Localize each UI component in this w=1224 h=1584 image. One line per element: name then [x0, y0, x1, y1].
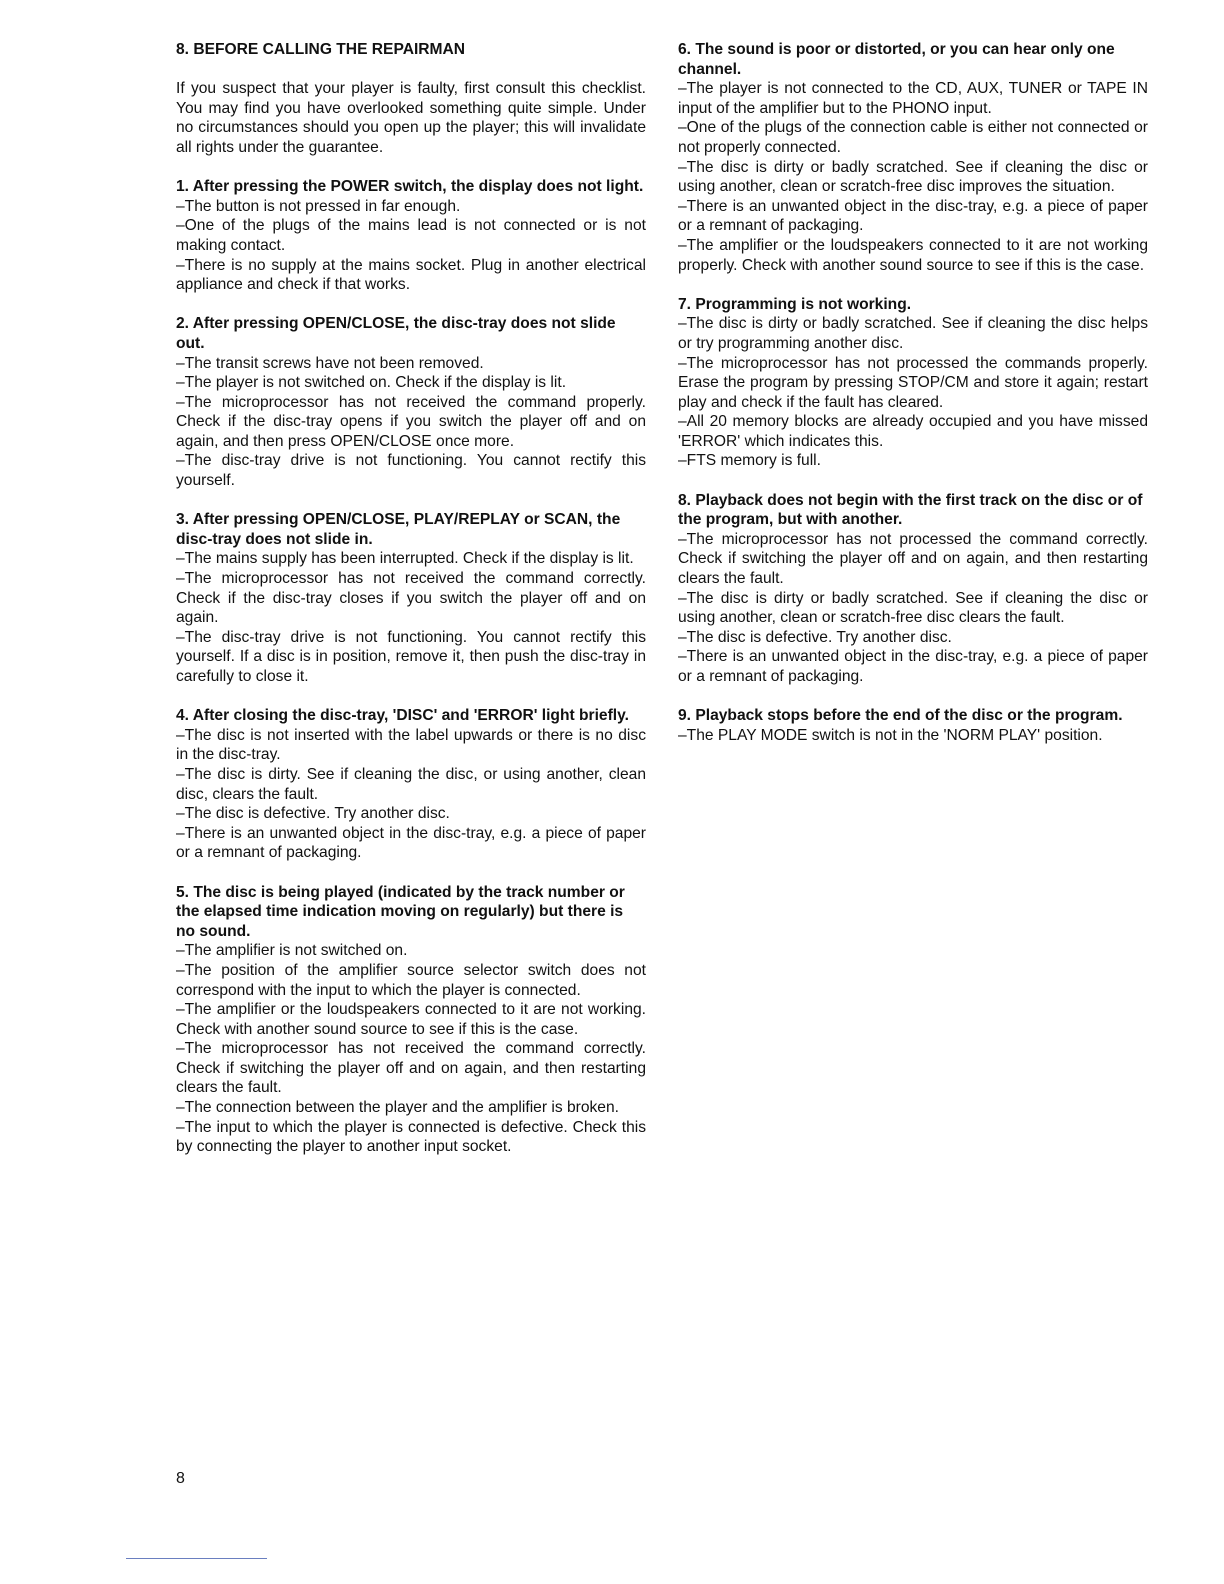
section-title: 6. The sound is poor or distorted, or you can hear only one channel. [678, 41, 1115, 78]
list-item: –The mains supply has been interrupted. Check if the display is lit. [176, 550, 634, 568]
list-item: –The microprocessor has not processed the command correctly. Check if switching the player off and on again, and then restarting clears the fault. [678, 530, 1148, 588]
list-item: –The disc is dirty or badly scratched. See if cleaning the disc or using another, clean or scratch-free disc clears the fault. [678, 589, 1148, 627]
list-item: –The disc is dirty or badly scratched. See if cleaning the disc or using another, clean or scratch-free disc improves the situation. [678, 158, 1148, 196]
section-title: 4. After closing the disc-tray, 'DISC' and 'ERROR' light briefly. [176, 707, 629, 725]
section-2 [176, 314, 646, 490]
list-item: –The microprocessor has not received the command correctly. Check if the disc-tray closes if you switch the player off and on again. [176, 570, 646, 627]
section-3 [176, 510, 646, 686]
list-item: –The amplifier is not switched on. [176, 942, 408, 960]
list-item: –There is no supply at the mains socket. Plug in another electrical appliance and check if that works. [176, 256, 646, 294]
list-item: –FTS memory is full. [678, 452, 821, 470]
list-item: –The player is not switched on. Check if the display is lit. [176, 374, 567, 392]
footer-divider [126, 1558, 267, 1559]
list-item: –The PLAY MODE switch is not in the 'NORM PLAY' position. [678, 726, 1103, 744]
list-item: –The disc-tray drive is not functioning. You cannot rectify this yourself. If a disc is in position, remove it, then push the disc-tray in carefully to close it. [176, 628, 646, 685]
list-item: –The amplifier or the loudspeakers connected to it are not working properly. Check with another sound source to see if this is the case. [678, 236, 1148, 274]
list-item: –One of the plugs of the mains lead is not connected or is not making contact. [176, 217, 646, 254]
section-4 [176, 706, 646, 863]
left-column [176, 40, 646, 1176]
list-item: –All 20 memory blocks are already occupied and you have missed 'ERROR' which indicates this. [678, 413, 1148, 450]
section-9 [678, 706, 1148, 745]
list-item: –The input to which the player is connected is defective. Check this by connecting the player to another input socket. [176, 1118, 646, 1156]
list-item: –The player is not connected to the CD, AUX, TUNER or TAPE IN input of the amplifier but to the PHONO input. [678, 80, 1148, 117]
section-title: 3. After pressing OPEN/CLOSE, PLAY/REPLAY or SCAN, the disc-tray does not slide in. [176, 511, 621, 548]
list-item: –The connection between the player and the amplifier is broken. [176, 1099, 619, 1117]
intro-paragraph: If you suspect that your player is faulty, first consult this checklist. You may find you have overlooked something quite simple. Under no circumstances should you open up the player; this will invalidate all rights under the guarantee. [176, 80, 646, 156]
list-item: –The microprocessor has not processed the commands properly. Erase the program by pressing STOP/CM and store it again; restart play and check if the fault has cleared. [678, 354, 1148, 411]
list-item: –The button is not pressed in far enough. [176, 197, 461, 215]
section-5 [176, 883, 646, 1157]
section-title: 7. Programming is not working. [678, 295, 912, 313]
list-item: –The microprocessor has not received the command correctly. Check if switching the player off and on again, and then restarting clears the fault. [176, 1040, 646, 1097]
list-item: –There is an unwanted object in the disc-tray, e.g. a piece of paper or a remnant of packaging. [176, 824, 646, 862]
list-item: –The disc is defective. Try another disc. [176, 805, 450, 823]
section-title: 8. Playback does not begin with the first track on the disc or of the program, but with another. [678, 491, 1143, 529]
section-title: 1. After pressing the POWER switch, the display does not light. [176, 178, 644, 196]
section-8 [678, 491, 1148, 687]
section-title: 9. Playback stops before the end of the disc or the program. [678, 707, 1123, 725]
list-item: –The disc is dirty or badly scratched. See if cleaning the disc helps or try programming another disc. [678, 315, 1148, 352]
page-number: 8 [176, 1470, 185, 1487]
section-1 [176, 177, 646, 295]
section-6 [678, 40, 1148, 275]
section-7 [678, 295, 1148, 471]
list-item: –The transit screws have not been removed. [176, 354, 484, 372]
page-heading: 8. BEFORE CALLING THE REPAIRMAN [176, 41, 466, 58]
list-item: –The amplifier or the loudspeakers connected to it are not working. Check with another sound source to see if this is the case. [176, 1001, 646, 1038]
list-item: –The disc is dirty. See if cleaning the disc, or using another, clean disc, clears the fault. [176, 765, 646, 803]
section-title: 5. The disc is being played (indicated by the track number or the elapsed time indication moving on regularly) but there is no sound. [176, 883, 625, 940]
list-item: –The position of the amplifier source selector switch does not correspond with the input to which the player is connected. [176, 961, 646, 999]
list-item: –The disc-tray drive is not functioning. You cannot rectify this yourself. [176, 452, 646, 490]
list-item: –The disc is defective. Try another disc. [678, 628, 952, 646]
list-item: –The microprocessor has not received the command properly. Check if the disc-tray opens if you switch the player off and on again, and then press OPEN/CLOSE once more. [176, 393, 646, 450]
section-title: 2. After pressing OPEN/CLOSE, the disc-tray does not slide out. [176, 315, 616, 352]
list-item: –There is an unwanted object in the disc-tray, e.g. a piece of paper or a remnant of packaging. [678, 648, 1148, 685]
list-item: –The disc is not inserted with the label upwards or there is no disc in the disc-tray. [176, 726, 646, 764]
list-item: –One of the plugs of the connection cable is either not connected or not properly connected. [678, 119, 1148, 156]
right-column [678, 40, 1148, 765]
list-item: –There is an unwanted object in the disc-tray, e.g. a piece of paper or a remnant of packaging. [678, 197, 1148, 235]
